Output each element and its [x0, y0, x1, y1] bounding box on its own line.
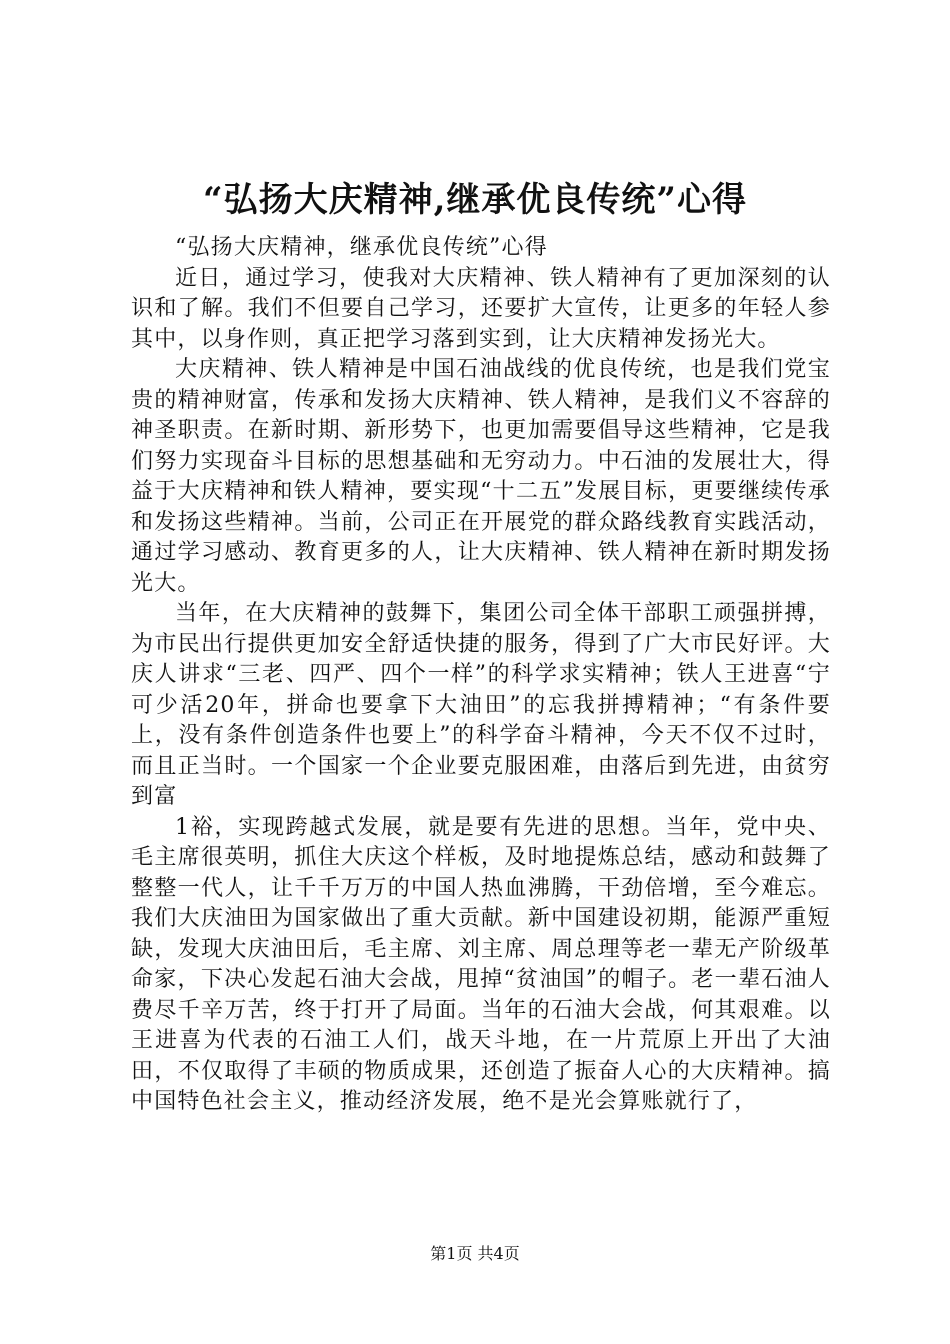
- document-body: [131, 233, 831, 1118]
- subtitle-paragraph: “弘扬大庆精神，继承优良传统”心得: [175, 235, 548, 260]
- body-paragraph: 当年，在大庆精神的鼓舞下，集团公司全体干部职工顽强拼搏，为市民出行提供更加安全舒适快捷的服务，得到了广大市民好评。大庆人讲求“三老、四严、四个一样”的科学求实精神；铁人王进喜“宁可少活20年，拼命也要拿下大油田”的忘我拼搏精神；“有条件要上，没有条件创造条件也要上”的科学奋斗精神，今天不仅不过时，而且正当时。一个国家一个企业要克服困难，由落后到先进，由贫穷到富: [131, 601, 831, 809]
- body-paragraph: 近日，通过学习，使我对大庆精神、铁人精神有了更加深刻的认识和了解。我们不但要自己学习，还要扩大宣传，让更多的年轻人参其中，以身作则，真正把学习落到实到，让大庆精神发扬光大。: [131, 265, 831, 352]
- body-paragraph: 1裕，实现跨越式发展，就是要有先进的思想。当年，党中央、毛主席很英明，抓住大庆这个样板，及时地提炼总结，感动和鼓舞了整整一代人，让千千万万的中国人热血沸腾，干劲倍增，至今难忘。我们大庆油田为国家做出了重大贡献。新中国建设初期，能源严重短缺，发现大庆油田后，毛主席、刘主席、周总理等老一辈无产阶级革命家，下决心发起石油大会战，甩掉“贫油国”的帽子。老一辈石油人费尽千辛万苦，终于打开了局面。当年的石油大会战，何其艰难。以王进喜为代表的石油工人们，战天斗地，在一片荒原上开出了大油田，不仅取得了丰硕的物质成果，还创造了振奋人心的大庆精神。搞中国特色社会主义，推动经济发展，绝不是光会算账就行了，: [131, 814, 831, 1114]
- body-paragraph: 大庆精神、铁人精神是中国石油战线的优良传统，也是我们党宝贵的精神财富，传承和发扬大庆精神、铁人精神，是我们义不容辞的神圣职责。在新时期、新形势下，也更加需要倡导这些精神，它是我们努力实现奋斗目标的思想基础和无穷动力。中石油的发展壮大，得益于大庆精神和铁人精神，要实现“十二五”发展目标，更要继续传承和发扬这些精神。当前，公司正在开展党的群众路线教育实践活动，通过学习感动、教育更多的人，让大庆精神、铁人精神在新时期发扬光大。: [131, 357, 831, 596]
- document-title: “弘扬大庆精神,继承优良传统”心得: [203, 180, 747, 220]
- page-footer: 第1页 共4页: [430, 1244, 520, 1263]
